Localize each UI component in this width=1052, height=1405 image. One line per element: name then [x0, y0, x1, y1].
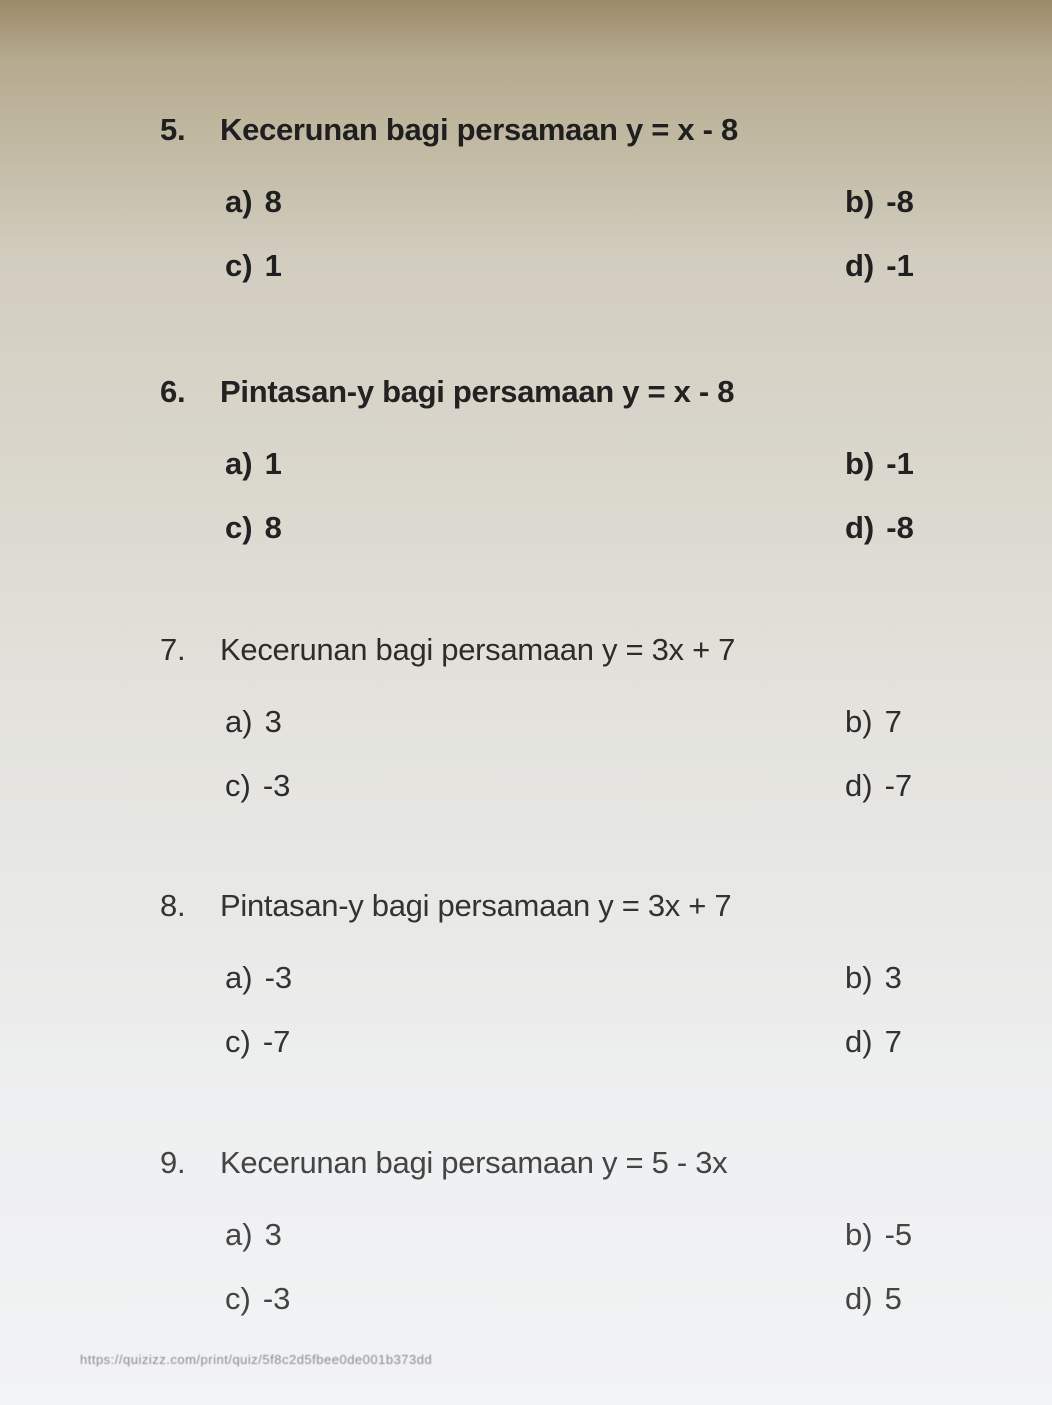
option-letter: d) — [845, 248, 875, 283]
option-b[interactable] — [845, 444, 914, 484]
option-value: -8 — [886, 184, 914, 219]
option-letter: d) — [845, 1024, 873, 1059]
option-letter: c) — [225, 1024, 251, 1059]
option-c[interactable] — [225, 246, 282, 286]
option-letter: d) — [845, 768, 873, 803]
option-letter: d) — [845, 1281, 873, 1316]
option-b[interactable] — [845, 702, 902, 742]
option-a[interactable] — [225, 182, 282, 222]
option-value: 8 — [264, 510, 282, 545]
option-letter: b) — [845, 184, 875, 219]
option-letter: a) — [225, 1217, 253, 1252]
question-text: Kecerunan bagi persamaan y = 3x + 7 — [220, 632, 736, 667]
option-value: -3 — [264, 960, 293, 995]
question-title — [160, 886, 920, 926]
question-8 — [160, 886, 920, 1059]
option-value: 1 — [264, 446, 282, 481]
question-6 — [160, 372, 920, 545]
option-d[interactable] — [845, 246, 914, 286]
question-9 — [160, 1143, 920, 1316]
option-value: 3 — [264, 704, 282, 739]
option-value: 7 — [884, 1024, 902, 1059]
option-c[interactable] — [225, 508, 282, 548]
option-d[interactable] — [845, 1022, 902, 1062]
question-text: Kecerunan bagi persamaan y = x - 8 — [220, 112, 738, 147]
question-title — [160, 110, 920, 150]
footer-url: https://quizizz.com/print/quiz/5f8c2d5fbee0de001b373dd — [80, 1352, 433, 1367]
question-text: Pintasan-y bagi persamaan y = x - 8 — [220, 374, 735, 409]
option-value: -3 — [262, 1281, 291, 1316]
option-letter: a) — [225, 960, 253, 995]
question-title — [160, 372, 920, 412]
option-value: -1 — [886, 248, 914, 283]
option-a[interactable] — [225, 1215, 282, 1255]
question-5 — [160, 110, 920, 283]
option-b[interactable] — [845, 1215, 912, 1255]
option-c[interactable] — [225, 766, 290, 806]
option-letter: a) — [225, 704, 253, 739]
option-value: -7 — [262, 1024, 291, 1059]
question-title — [160, 1143, 920, 1183]
option-letter: c) — [225, 510, 253, 545]
option-value: 5 — [884, 1281, 902, 1316]
option-letter: c) — [225, 768, 251, 803]
option-value: 3 — [884, 960, 902, 995]
option-letter: a) — [225, 446, 253, 481]
option-letter: b) — [845, 704, 873, 739]
option-letter: c) — [225, 1281, 251, 1316]
option-value: 7 — [884, 704, 902, 739]
option-value: -8 — [886, 510, 914, 545]
option-letter: c) — [225, 248, 253, 283]
option-d[interactable] — [845, 766, 912, 806]
option-value: 3 — [264, 1217, 282, 1252]
option-letter: a) — [225, 184, 253, 219]
question-number: 5. — [160, 112, 186, 147]
option-value: -1 — [886, 446, 914, 481]
option-value: -7 — [884, 768, 913, 803]
option-letter: b) — [845, 1217, 873, 1252]
option-value: 1 — [264, 248, 282, 283]
option-b[interactable] — [845, 182, 914, 222]
option-a[interactable] — [225, 702, 282, 742]
option-value: -5 — [884, 1217, 913, 1252]
option-d[interactable] — [845, 508, 914, 548]
question-text: Pintasan-y bagi persamaan y = 3x + 7 — [220, 888, 732, 923]
question-title — [160, 630, 920, 670]
option-a[interactable] — [225, 444, 282, 484]
option-c[interactable] — [225, 1279, 290, 1319]
question-number: 8. — [160, 888, 186, 923]
question-text: Kecerunan bagi persamaan y = 5 - 3x — [220, 1145, 728, 1180]
option-value: -3 — [262, 768, 291, 803]
question-number: 7. — [160, 632, 186, 667]
question-7 — [160, 630, 920, 803]
question-number: 6. — [160, 374, 186, 409]
option-letter: b) — [845, 446, 875, 481]
option-c[interactable] — [225, 1022, 290, 1062]
option-letter: b) — [845, 960, 873, 995]
option-value: 8 — [264, 184, 282, 219]
question-number: 9. — [160, 1145, 186, 1180]
option-letter: d) — [845, 510, 875, 545]
option-a[interactable] — [225, 958, 292, 998]
option-b[interactable] — [845, 958, 902, 998]
option-d[interactable] — [845, 1279, 902, 1319]
